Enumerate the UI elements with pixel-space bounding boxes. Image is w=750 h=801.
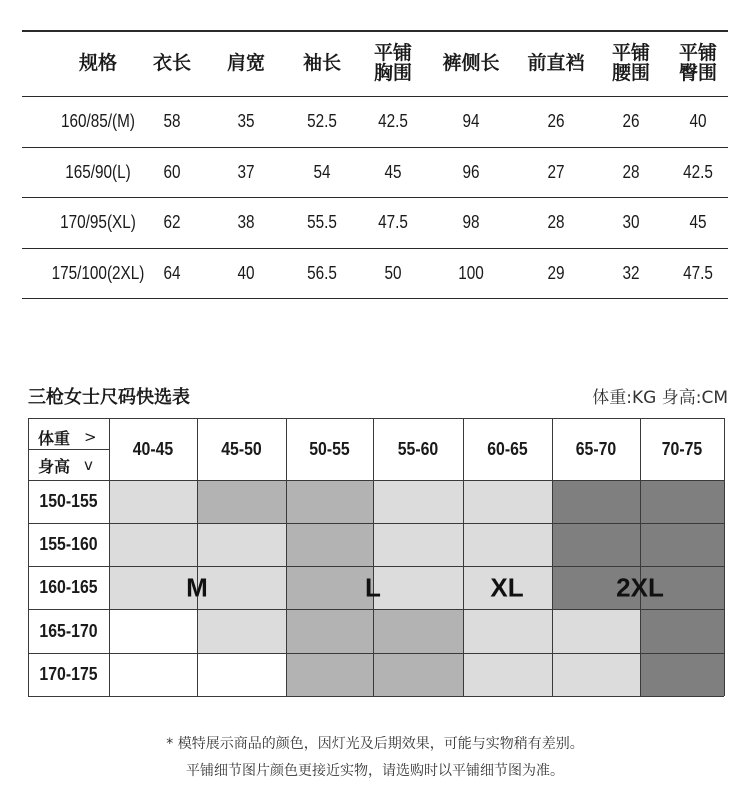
table-header-cell: 平铺 臀围 <box>678 42 717 84</box>
weight-range-header: 45-50 <box>221 438 262 459</box>
grid-line <box>197 418 198 696</box>
table-cell: 35 <box>237 110 255 131</box>
grid-line <box>28 523 724 524</box>
table-cell: 26 <box>622 110 640 131</box>
table-cell: 98 <box>462 211 480 232</box>
grid-line <box>109 418 110 696</box>
table-header-cell: 前直裆 <box>527 52 585 74</box>
table-cell: 47.5 <box>378 211 408 232</box>
table-header-cell: 平铺 胸围 <box>373 42 412 84</box>
grid-line <box>28 696 724 697</box>
grid-line <box>463 418 464 696</box>
table-cell: 45 <box>689 211 707 232</box>
table-cell: 96 <box>462 161 480 182</box>
weight-range-header: 60-65 <box>487 438 528 459</box>
table-cell: 28 <box>622 161 640 182</box>
grid-line <box>28 418 724 419</box>
down-arrow-icon: v <box>84 456 93 474</box>
table-cell: 55.5 <box>307 211 337 232</box>
table-cell: 54 <box>313 161 331 182</box>
size-region-label: M <box>186 572 208 603</box>
quick-select-title: 三枪女士尺码快选表 <box>28 387 190 408</box>
grid-cell <box>286 523 373 566</box>
table-cell: 40 <box>689 110 707 131</box>
table-bottom-rule <box>22 298 728 299</box>
height-range-header: 170-175 <box>39 664 98 684</box>
table-row-size-label: 165/90(L) <box>65 161 131 182</box>
table-cell: 38 <box>237 211 255 232</box>
grid-cell <box>373 480 463 523</box>
grid-cell <box>552 480 640 523</box>
table-cell: 30 <box>622 211 640 232</box>
unit-note: 体重:KG 身高:CM <box>592 388 728 408</box>
height-range-header: 165-170 <box>39 620 98 641</box>
grid-line <box>552 418 553 696</box>
table-row-size-label: 175/100(2XL) <box>51 262 145 283</box>
grid-line <box>28 418 29 696</box>
corner-divider <box>28 449 109 450</box>
weight-range-header: 55-60 <box>397 438 439 459</box>
table-cell: 52.5 <box>307 110 337 131</box>
grid-cell <box>197 523 286 566</box>
grid-cell <box>640 480 724 523</box>
grid-cell <box>373 523 463 566</box>
grid-cell <box>286 609 373 653</box>
table-cell: 56.5 <box>307 262 337 283</box>
grid-cell <box>373 609 463 653</box>
grid-line <box>28 566 724 567</box>
table-cell: 29 <box>547 262 565 283</box>
size-region-label: L <box>365 572 381 603</box>
grid-cell <box>373 566 463 609</box>
table-cell: 26 <box>547 110 565 131</box>
grid-cell <box>463 480 552 523</box>
grid-cell <box>640 609 724 653</box>
grid-cell <box>640 523 724 566</box>
table-cell: 32 <box>622 262 640 283</box>
table-cell: 47.5 <box>683 262 713 283</box>
grid-line <box>640 418 641 696</box>
grid-cell <box>109 480 197 523</box>
grid-cell <box>109 653 197 696</box>
grid-line <box>286 418 287 696</box>
grid-cell <box>286 480 373 523</box>
height-range-header: 150-155 <box>39 491 98 511</box>
grid-line <box>724 418 725 696</box>
grid-cell <box>552 523 640 566</box>
grid-cell <box>109 523 197 566</box>
table-cell: 62 <box>163 211 181 232</box>
weight-range-header: 70-75 <box>661 438 703 459</box>
table-cell: 28 <box>547 211 565 232</box>
weight-range-header: 40-45 <box>132 438 174 459</box>
grid-cell <box>552 609 640 653</box>
grid-cell <box>109 609 197 653</box>
disclaimer-note-2: 平铺细节图片颜色更接近实物，请选购时以平铺细节图为准。 <box>186 763 564 779</box>
table-cell: 45 <box>384 161 402 182</box>
size-quick-select-grid <box>28 418 724 696</box>
table-cell: 94 <box>462 110 480 131</box>
grid-cell <box>286 566 373 609</box>
table-cell: 42.5 <box>378 110 408 131</box>
weight-range-header: 65-70 <box>575 438 617 459</box>
table-cell: 60 <box>163 161 181 182</box>
weight-range-header: 50-55 <box>309 438 350 459</box>
size-region-label: XL <box>490 572 524 603</box>
grid-cell <box>640 653 724 696</box>
table-cell: 64 <box>163 262 181 283</box>
grid-cell <box>286 653 373 696</box>
table-header-cell: 袖长 <box>302 52 341 74</box>
grid-cell <box>552 653 640 696</box>
grid-line <box>28 653 724 654</box>
grid-cell <box>463 523 552 566</box>
grid-cell <box>197 653 286 696</box>
table-cell: 58 <box>163 110 181 131</box>
height-range-header: 155-160 <box>39 534 98 554</box>
grid-line <box>373 418 374 696</box>
disclaimer-note-1: * 模特展示商品的颜色，因灯光及后期效果，可能与实物稍有差别。 <box>166 736 584 752</box>
grid-line <box>28 609 724 610</box>
size-region-label: 2XL <box>616 572 664 603</box>
table-header-cell: 裤侧长 <box>442 52 500 74</box>
table-cell: 40 <box>237 262 255 283</box>
table-cell: 42.5 <box>683 161 713 182</box>
table-header-cell: 平铺 腰围 <box>611 42 650 84</box>
corner-height-label: 身高 v <box>38 456 93 476</box>
table-row-size-label: 170/95(XL) <box>60 211 136 232</box>
table-cell: 37 <box>237 161 255 182</box>
grid-cell <box>197 566 286 609</box>
corner-weight-label: 体重 > <box>38 428 97 448</box>
right-arrow-icon: > <box>84 428 97 446</box>
table-row-size-label: 160/85/(M) <box>60 110 135 131</box>
grid-line <box>28 480 724 481</box>
table-cell: 100 <box>458 262 484 283</box>
table-header-cell: 衣长 <box>152 52 191 74</box>
grid-cell <box>197 609 286 653</box>
table-cell: 50 <box>384 262 402 283</box>
grid-cell <box>463 609 552 653</box>
grid-cell <box>373 653 463 696</box>
grid-cell <box>109 566 197 609</box>
table-header-cell: 肩宽 <box>226 52 265 74</box>
table-header-cell: 规格 <box>78 52 117 74</box>
table-cell: 27 <box>547 161 565 182</box>
grid-cell <box>463 653 552 696</box>
height-range-header: 160-165 <box>39 577 98 597</box>
grid-cell <box>197 480 286 523</box>
